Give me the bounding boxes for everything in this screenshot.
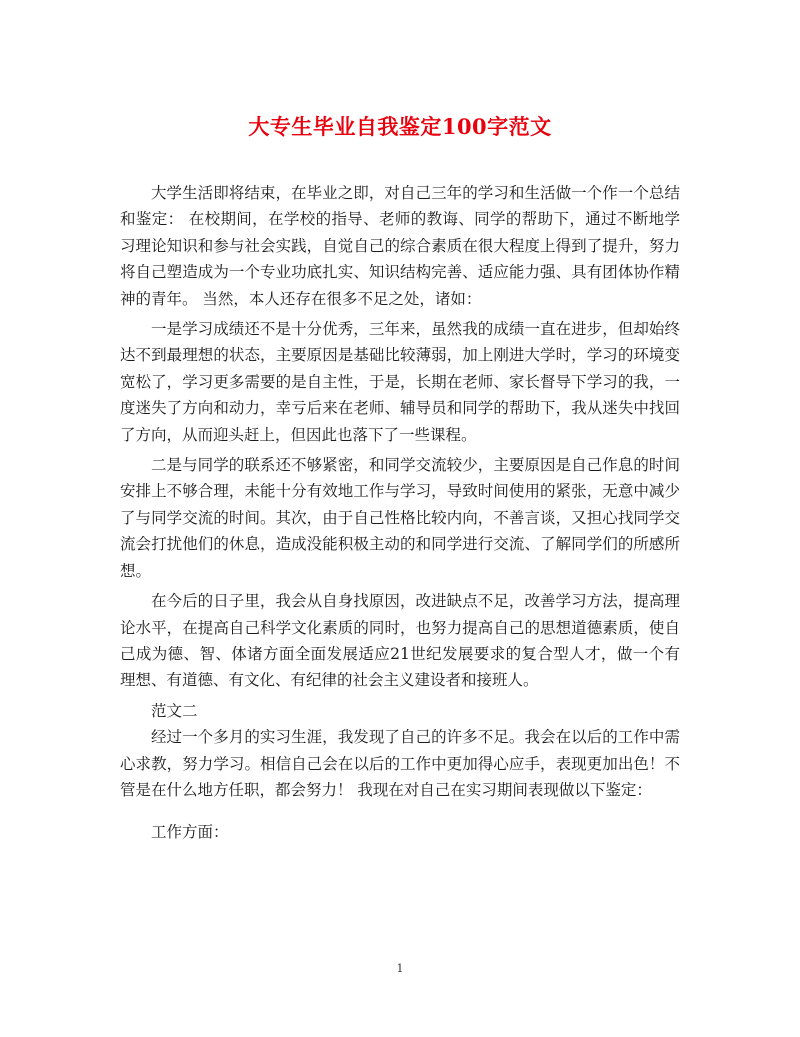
- paragraph-point-one: 一是学习成绩还不是十分优秀，三年来，虽然我的成绩一直在进步，但却始终达不到最理想的状态，主要原因是基础比较薄弱，加上刚进大学时，学习的环境变宽松了，学习更多需要的是自主性，于是，长期在老师、家长督导下学习的我，一度迷失了方向和动力，幸亏后来在老师、辅导员和同学的帮助下，我从迷失中找回了方向，从而迎头赶上，但因此也落下了一些课程。: [120, 320, 680, 444]
- paragraph-point-two: 二是与同学的联系还不够紧密，和同学交流较少，主要原因是自己作息的时间安排上不够合理，未能十分有效地工作与学习，导致时间使用的紧张，无意中减少了与同学交流的时间。其次，由于自己性格比较内向，不善言谈，又担心找同学交流会打扰他们的休息，造成没能积极主动的和同学进行交流、了解同学们的所感所想。: [120, 456, 680, 580]
- paragraph-spacer: [120, 807, 680, 819]
- section-label-work: 工作方面：: [151, 823, 229, 842]
- paragraph-future: 在今后的日子里，我会从自身找原因，改进缺点不足，改善学习方法，提高理论水平，在提高自己科学文化素质的同时，也努力提高自己的思想道德素质，使自己成为德、智、体诸方面全面发展适应21世纪发展要求的复合型人才，做一个有理想、有道德、有文化、有纪律的社会主义建设者和接班人。: [120, 592, 680, 690]
- paragraph-internship: 经过一个多月的实习生涯，我发现了自己的许多不足。我会在以后的工作中需心求教，努力学习。相信自己会在以后的工作中更加得心应手，表现更加出色！不管是在什么地方任职，都会努力！ 我现在对自己在实习期间表现做以下鉴定：: [120, 728, 680, 799]
- paragraph-intro: 大学生活即将结束，在毕业之即，对自己三年的学习和生活做一个作一个总结和鉴定： 在校期间，在学校的指导、老师的教诲、同学的帮助下，通过不断地学习理论知识和参与社会实践，自觉自己的综合素质在很大程度上得到了提升，努力将自己塑造成为一个专业功底扎实、知识结构完善、适应能力强、具有团体协作精神的青年。 当然，本人还存在很多不足之处，诸如：: [120, 184, 680, 308]
- section-label-sample-two: 范文二: [151, 701, 198, 720]
- document-body: [120, 180, 680, 846]
- document-title: 大专生毕业自我鉴定100字范文: [248, 114, 552, 139]
- page-number: 1: [396, 962, 404, 975]
